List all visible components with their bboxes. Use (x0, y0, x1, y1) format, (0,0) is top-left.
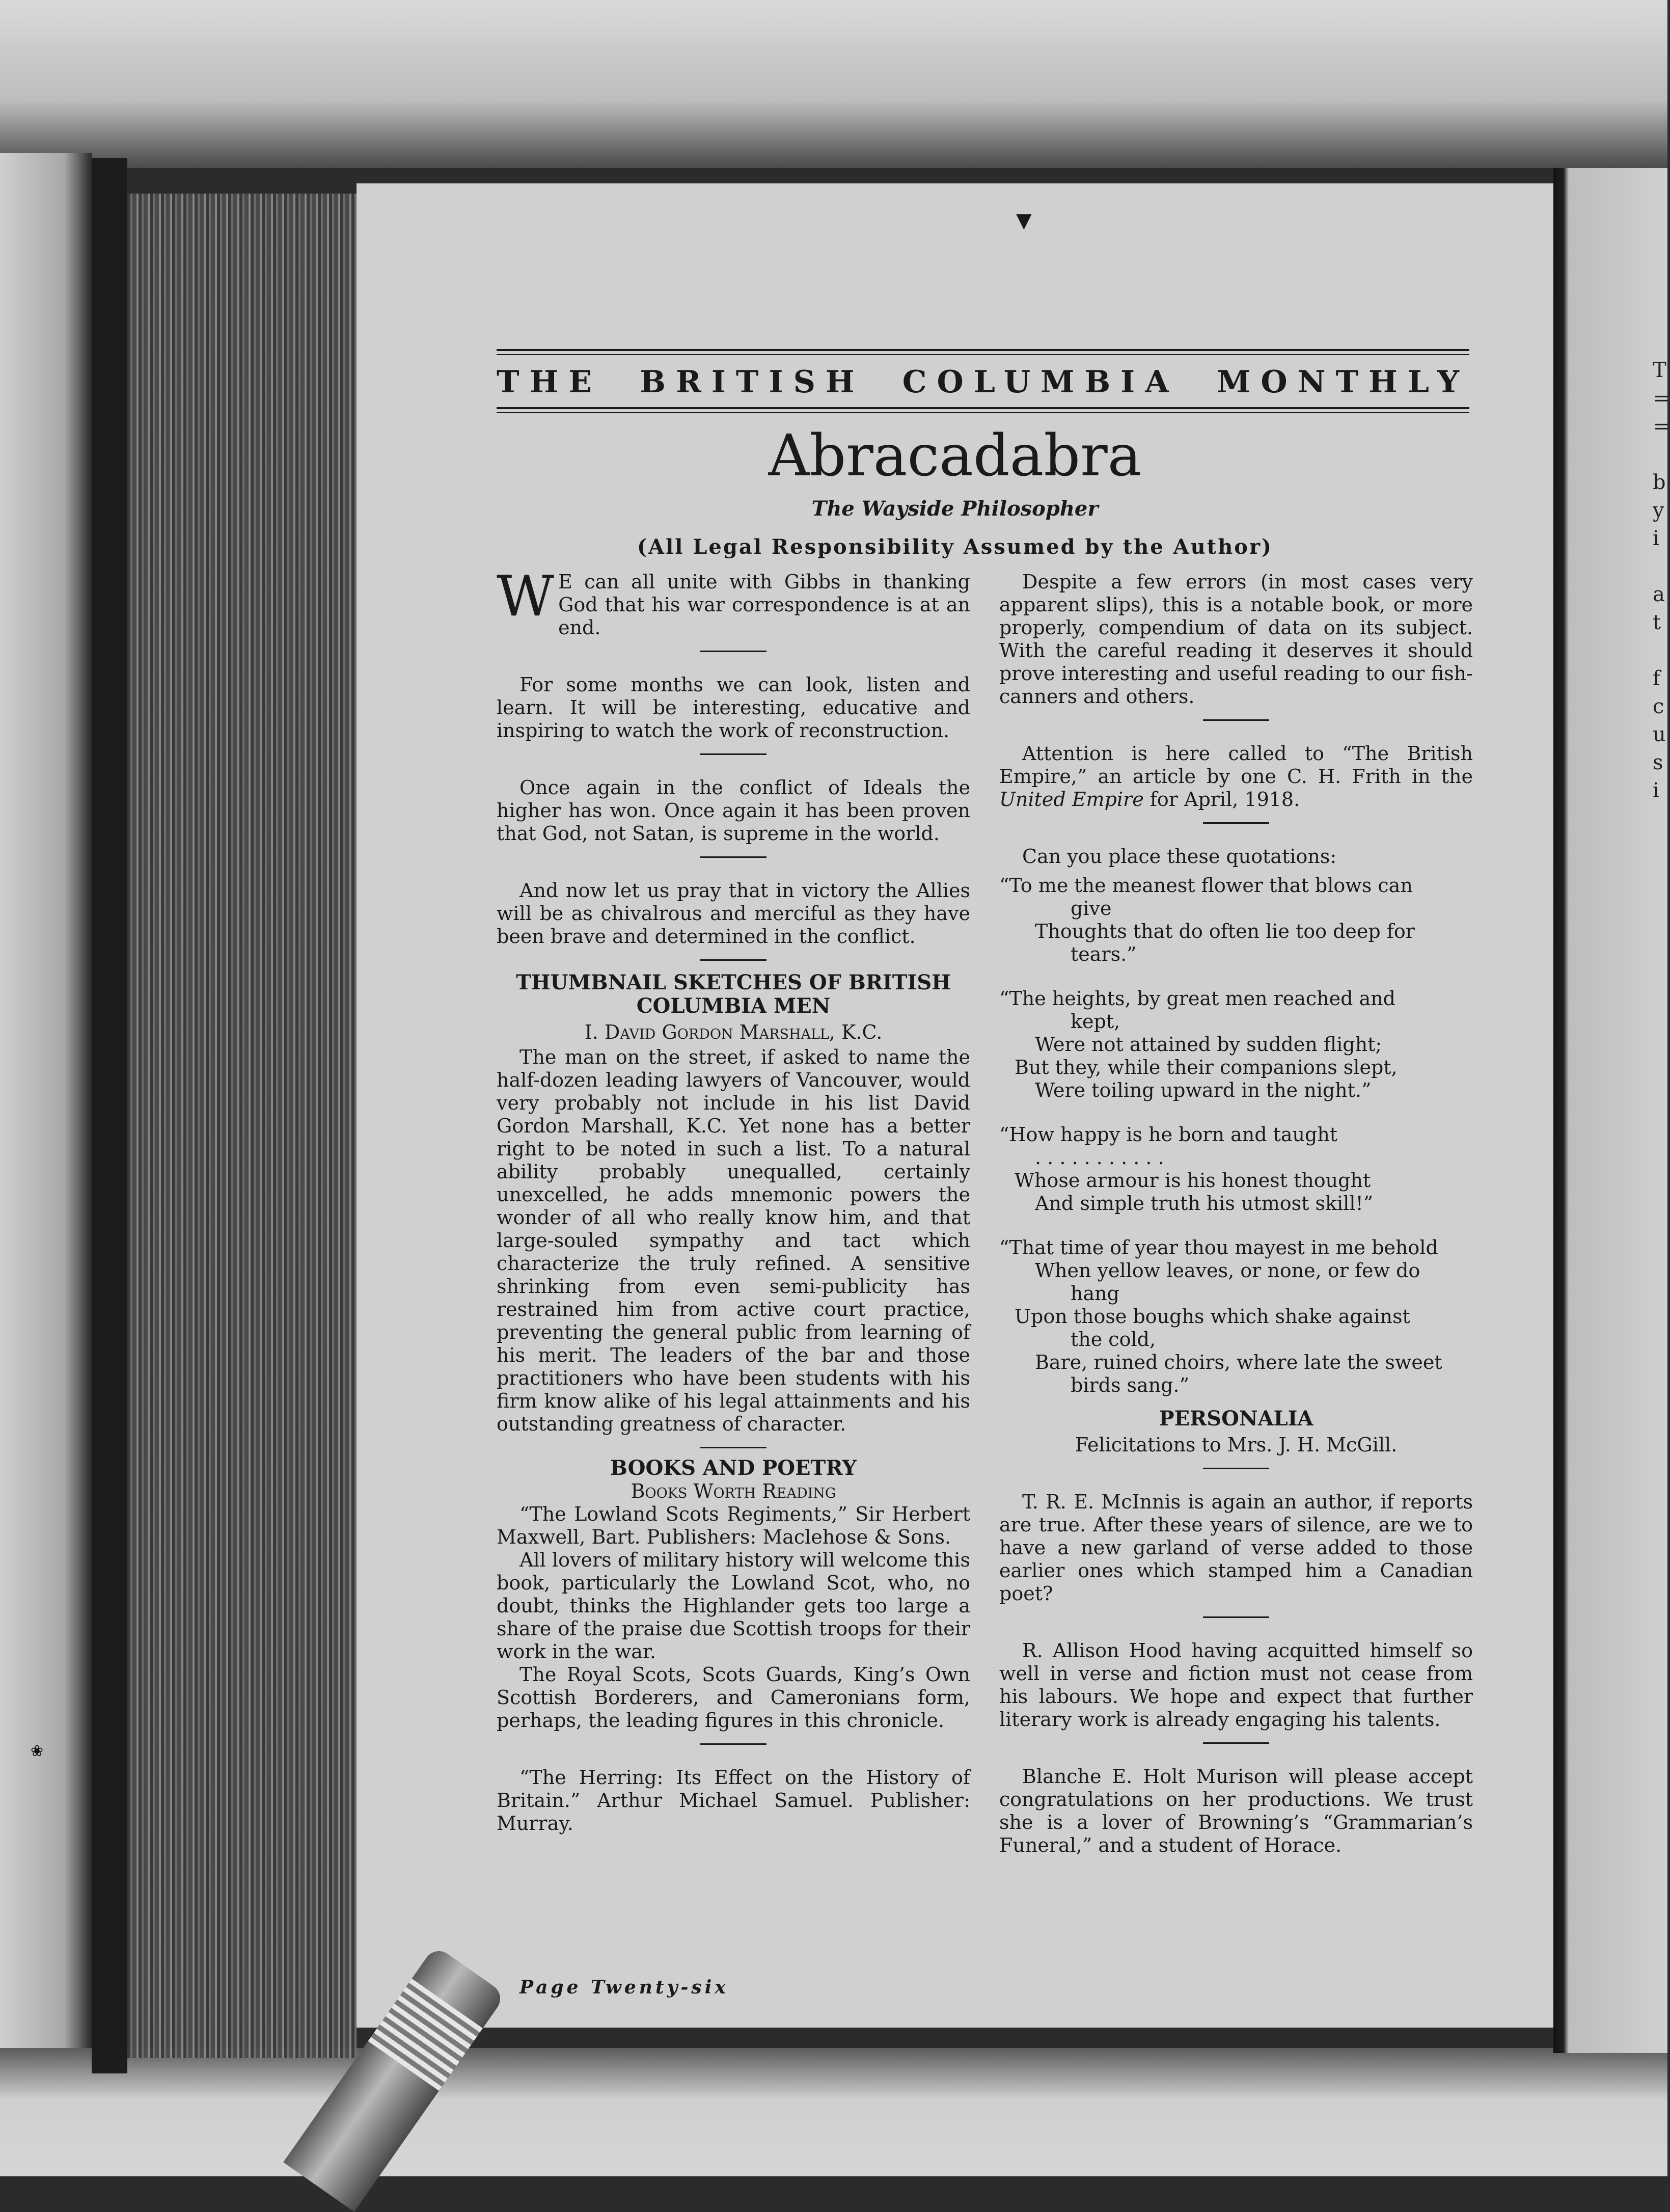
paragraph: R. Allison Hood having acquitted himself so well in verse and fiction must not cease from his labours. We hope and expect that further literary work is already engaging his talents. (999, 1639, 1473, 1731)
paragraph (999, 742, 1473, 811)
page-number: Page Twenty-six (519, 1977, 729, 1998)
quote-line: birds sang.” (1071, 1374, 1190, 1396)
paragraph: All lovers of military history will welcome this book, particularly the Lowland Scot, who, no doubt, thinks the Highlander gets too large a share of the praise due Scottish troops for their work in the war. (497, 1549, 970, 1663)
paragraph: Can you place these quotations: (1022, 845, 1337, 868)
quote-line: When yellow leaves, or none, or few do (1035, 1259, 1420, 1282)
section-heading: BOOKS AND POETRY (610, 1456, 857, 1480)
quote-line: And simple truth his utmost skill!” (1035, 1192, 1374, 1215)
quote-line: “That time of year thou mayest in me behold (999, 1236, 1438, 1259)
section-divider (1203, 1468, 1269, 1469)
header-word: MONTHLY (1216, 364, 1469, 400)
quotation (999, 987, 1473, 1102)
paragraph: Once again in the conflict of Ideals the higher has won. Once again it has been proven that God, not Satan, is supreme in the world. (497, 776, 970, 845)
quote-line: Upon those boughs which shake against (1015, 1305, 1410, 1328)
section-divider (700, 1447, 766, 1448)
quote-line: “How happy is he born and taught (999, 1123, 1338, 1146)
header-word: COLUMBIA (902, 364, 1179, 400)
paragraph: For some months we can look, listen and learn. It will be interesting, educative and inspiring to watch the work of reconstruction. (497, 673, 970, 742)
paragraph: “The Herring: Its Effect on the History of Britain.” Arthur Michael Samuel. Publisher: Murray. (497, 1766, 970, 1835)
section-divider (1203, 719, 1269, 721)
quote-line: Whose armour is his honest thought (1015, 1169, 1371, 1192)
section-divider (1203, 822, 1269, 824)
quote-line: give (1071, 897, 1112, 920)
drop-cap: W (497, 563, 555, 629)
section-divider (700, 856, 766, 858)
facing-page-fragments: T = = b y i a t f c u s i (1653, 359, 1670, 802)
scan-background-left (0, 153, 92, 2068)
section-divider (1203, 1742, 1269, 1744)
page-edges (127, 194, 357, 2058)
paragraph: “The Lowland Scots Regiments,” Sir Herbert Maxwell, Bart. Publishers: Maclehose & Sons. (497, 1503, 970, 1548)
quote-line: tears.” (1071, 943, 1137, 965)
right-column (999, 571, 1473, 1857)
paragraph: T. R. E. McInnis is again an author, if reports are true. After these years of silence, are we to have a new garland of verse added to those earlier ones which stamped him a Canadian poet? (999, 1491, 1473, 1605)
header-word: THE (497, 364, 603, 400)
quote-line: kept, (1071, 1010, 1120, 1033)
quote-line: Were not attained by sudden flight; (1035, 1033, 1382, 1056)
paragraph: And now let us pray that in victory the Allies will be as chivalrous and merciful as they have been brave and determined in the conflict. (497, 879, 970, 948)
text-run: Attention is here called to “The British Empire,” an article by one C. H. Frith in the (999, 742, 1473, 788)
text-run: for April, 1918. (1143, 788, 1300, 811)
quote-line: the cold, (1071, 1328, 1156, 1351)
article-title: Abracadabra (768, 423, 1142, 489)
quotation (999, 1123, 1473, 1215)
quotation (999, 1236, 1473, 1397)
left-column (497, 563, 970, 1835)
section-divider (700, 1743, 766, 1745)
section-divider (700, 753, 766, 755)
scan-background-bottom (0, 2048, 1667, 2176)
quote-line: Were toiling upward in the night.” (1035, 1079, 1372, 1101)
quotation (999, 874, 1473, 966)
opening-text: E can all unite with Gibbs in thanking God that his war correspondence is at an end. (558, 571, 970, 639)
paragraph: Blanche E. Holt Murison will please accept congratulations on her productions. We trust she is a lover of Browning’s “Grammarian’s Funeral,” and a student of Horace. (999, 1765, 1473, 1856)
running-header (497, 349, 1469, 413)
publication-title: United Empire (999, 788, 1144, 811)
section-divider (700, 959, 766, 961)
section-heading: THUMBNAIL SKETCHES OF BRITISH COLUMBIA MEN (516, 970, 951, 1018)
paragraph: Despite a few errors (in most cases very apparent slips), this is a notable book, or more properly, compendium of data on its subject. With the careful reading it deserves it should prove interesting and useful reading to our fish-canners and others. (999, 571, 1473, 708)
section-subheading: I. David Gordon Marshall, K.C. (584, 1021, 883, 1043)
header-word: BRITISH (640, 364, 865, 400)
scan-background-top (0, 0, 1667, 168)
section-subheading: Books Worth Reading (631, 1480, 836, 1502)
book-binding (92, 158, 127, 2073)
paragraph: The man on the street, if asked to name the half-dozen leading lawyers of Vancouver, would very probably not include in his list David Gordon Marshall, K.C. Yet none has a better right to be noted in such a list. To a natural ability probably unequalled, certainly unexcelled, he adds mnemonic powers the wonder of all who really know him, and that large-souled sympathy and tact which characterize the truly refined. A sensitive shrinking from even semi-publicity has restrained him from active court practice, preventing the general public from learning of his merit. The leaders of the bar and those practitioners who have been students with his firm know alike of his legal attainments and his outstanding greatness of character. (497, 1046, 970, 1435)
quote-line: hang (1071, 1282, 1119, 1305)
quote-line: “The heights, by great men reached and (999, 987, 1395, 1010)
quote-line: Thoughts that do often lie too deep for (1035, 920, 1415, 942)
quote-line: . . . . . . . . . . . (1035, 1146, 1164, 1169)
section-heading: PERSONALIA (1159, 1407, 1313, 1431)
personalia-item: Felicitations to Mrs. J. H. McGill. (1075, 1434, 1398, 1456)
article-byline: The Wayside Philosopher (811, 497, 1099, 521)
article-disclaimer: (All Legal Responsibility Assumed by the Author) (637, 535, 1273, 559)
quote-line: “To me the meanest flower that blows can (999, 874, 1413, 897)
section-divider (1203, 1616, 1269, 1618)
opening-paragraph (497, 563, 970, 639)
quote-line: Bare, ruined choirs, where late the sweet (1035, 1351, 1442, 1373)
section-divider (700, 651, 766, 652)
paragraph: The Royal Scots, Scots Guards, King’s Own Scottish Borderers, and Cameronians form, perhaps, the leading figures in this chronicle. (497, 1663, 970, 1732)
margin-mark: ❀ (31, 1742, 44, 1760)
page-mark-icon: ▼ (1016, 209, 1032, 232)
magazine-page (357, 183, 1553, 2028)
facing-page-edge (1553, 168, 1667, 2053)
quote-line: But they, while their companions slept, (1015, 1056, 1398, 1078)
